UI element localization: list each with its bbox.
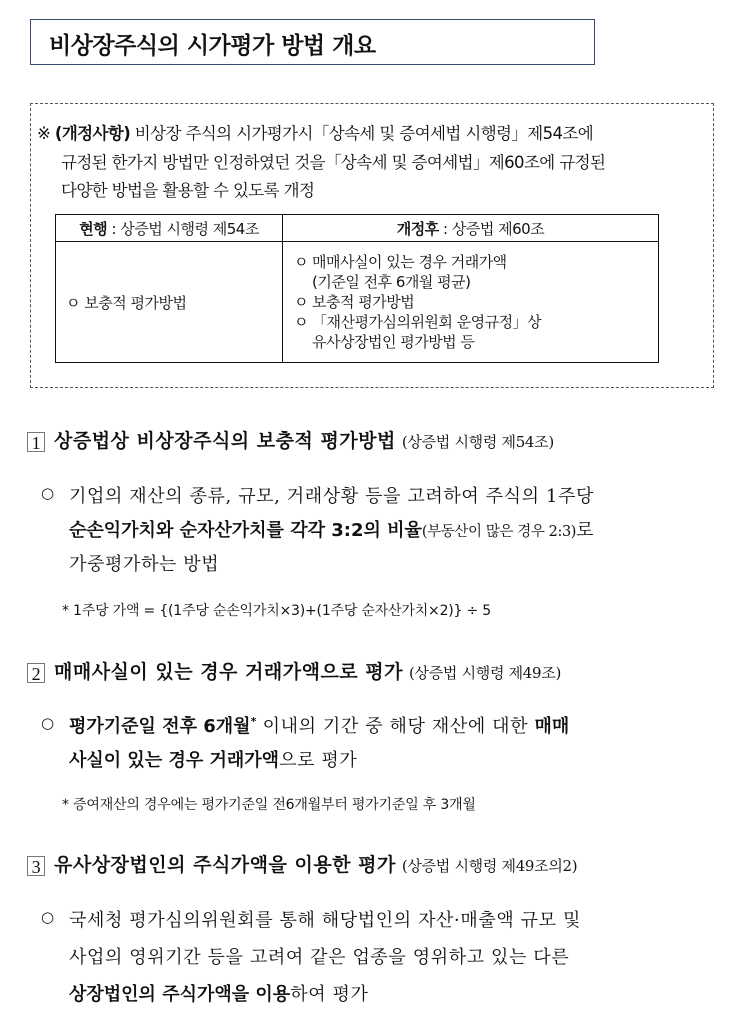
section-number-box: 3 bbox=[27, 856, 45, 876]
section-1-heading bbox=[27, 426, 554, 453]
header-current: 현행 : 상증법 시행령 제54조 bbox=[56, 215, 283, 242]
notice-text: 비상장 주식의 시가평가시「상속세 및 증여세법 시행령」제54조에 bbox=[130, 124, 594, 143]
section-title: 매매사실이 있는 경우 거래가액으로 평가 bbox=[54, 661, 403, 683]
title-box bbox=[30, 19, 595, 65]
notice-line-1 bbox=[37, 120, 593, 144]
notice-line-3: 다양한 방법을 활용할 수 있도록 개정 bbox=[61, 181, 315, 200]
bullet-circle-icon: ○ bbox=[41, 908, 55, 926]
notice-label: (개정사항) bbox=[54, 124, 131, 143]
bullet-circle-icon: ○ bbox=[41, 484, 55, 502]
page-title: 비상장주식의 시가평가 방법 개요 bbox=[49, 33, 376, 59]
notice-line-2: 규정된 한가지 방법만 인정하였던 것을「상속세 및 증여세법」제60조에 규정된 bbox=[61, 153, 606, 172]
table-row bbox=[56, 242, 659, 363]
section-number-box: 2 bbox=[27, 663, 45, 683]
amended-item: ㅇ 보충적 평가방법 bbox=[294, 293, 415, 311]
para-line: 순손익가치와 순자산가치를 각각 3:2의 비율(부동산이 많은 경우 2:3)로 bbox=[69, 520, 595, 541]
section-reference: (상증법 시행령 제49조) bbox=[408, 664, 562, 682]
section-reference: (상증법 시행령 제54조) bbox=[401, 433, 554, 451]
section-title: 상증법상 비상장주식의 보충적 평가방법 bbox=[54, 430, 396, 452]
para-line: 기업의 재산의 종류, 규모, 거래상황 등을 고려하여 주식의 1주당 bbox=[69, 486, 594, 507]
section-1-note: * 1주당 가액 = {(1주당 순손익가치×3)+(1주당 순자산가치×2)} ÷ 5 bbox=[62, 603, 491, 619]
amended-item: ㅇ 매매사실이 있는 경우 거래가액 bbox=[294, 253, 507, 271]
section-title: 유사상장법인의 주식가액을 이용한 평가 bbox=[54, 854, 396, 876]
para-line: 평가기준일 전후 6개월* 이내의 기간 중 해당 재산에 대한 매매 bbox=[69, 715, 570, 737]
reference-mark-icon: ※ bbox=[37, 124, 51, 143]
amended-item-cont: 유사상장법인 평가방법 등 bbox=[312, 333, 475, 351]
amended-item-cont: (기준일 전후 6개월 평균) bbox=[312, 273, 471, 291]
header-amended: 개정후 : 상증법 제60조 bbox=[283, 215, 659, 242]
para-line: 사업의 영위기간 등을 고려여 같은 업종을 영위하고 있는 다른 bbox=[69, 947, 570, 968]
amended-cell bbox=[283, 242, 659, 363]
section-reference: (상증법 시행령 제49조의2) bbox=[401, 857, 578, 875]
table-header-row bbox=[56, 215, 659, 242]
current-cell bbox=[56, 242, 283, 363]
bullet-circle-icon: ○ bbox=[41, 714, 55, 732]
section-2-note: * 증여재산의 경우에는 평가기준일 전6개월부터 평가기준일 후 3개월 bbox=[62, 797, 476, 813]
amended-item: ㅇ 「재산평가심의위원회 운영규정」상 bbox=[294, 313, 542, 331]
para-line: 사실이 있는 경우 거래가액으로 평가 bbox=[69, 750, 358, 771]
current-item: ㅇ 보충적 평가방법 bbox=[66, 293, 187, 312]
amendment-notice-box bbox=[30, 103, 714, 388]
comparison-table bbox=[55, 214, 659, 363]
section-2-heading bbox=[27, 657, 561, 684]
section-number-box: 1 bbox=[27, 432, 45, 452]
para-line: 국세청 평가심의위원회를 통해 해당법인의 자산·매출액 규모 및 bbox=[69, 910, 581, 931]
para-line: 가중평가하는 방법 bbox=[69, 554, 220, 575]
para-line: 상장법인의 주식가액을 이용하여 평가 bbox=[69, 984, 369, 1005]
section-3-heading bbox=[27, 850, 577, 877]
